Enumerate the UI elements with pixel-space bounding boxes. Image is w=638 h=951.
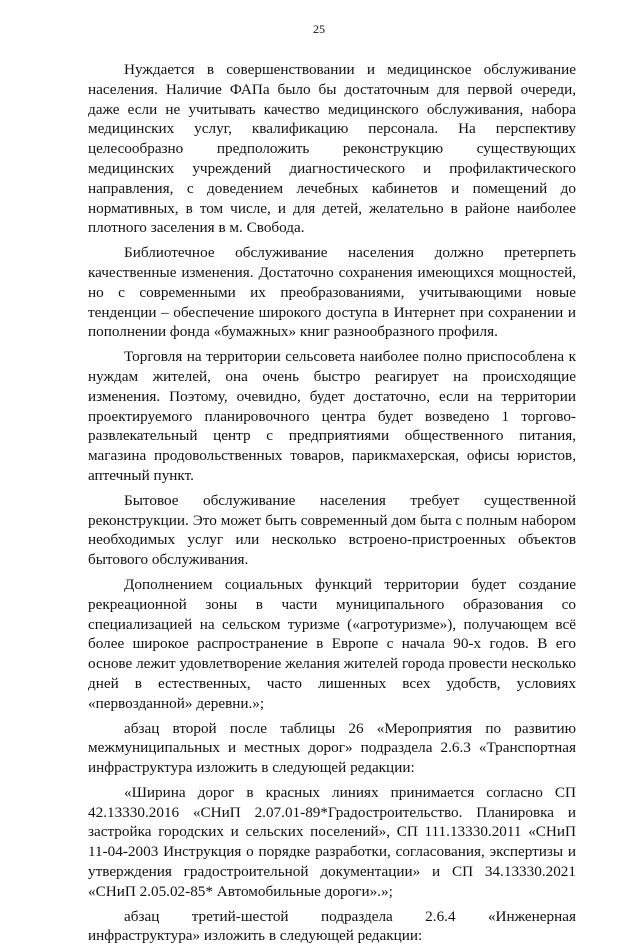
paragraph-trade: Торговля на территории сельсовета наиболее полно приспособлена к нуждам жителей, она очень быстро реагирует на происходящие изменения. Поэтому, очевидно, будет достаточно, если на территории проектируемого планировочного центра будет возведено 1 торгово-развлекательный центр с предприятиями общественного питания, магазина продовольственных товаров, парикмахерская, офисы юристов, аптечный пункт. [88, 348, 576, 484]
paragraph-library: Библиотечное обслуживание населения должно претерпеть качественные изменения. Достаточно сохранения имеющихся мощностей, но с современными их преобразованиями, учитывающими новые тенденции – обеспечение широкого доступа в Интернет при сохранении и пополнении фонда «бумажных» книг разнообразного профиля. [88, 244, 576, 341]
paragraph-recreation: Дополнением социальных функций территории будет создание рекреационной зоны в части муниципального образования со специализацией на сельском туризме («агротуризме»), получающем всё более широкое распространение в Европе с начала 90-х годов. В его основе лежит удовлетворение желания жителей города провести несколько дней в естественных, часто лишенных всех удобств, условиях «первозданной» деревни.»; [88, 575, 576, 712]
paragraph-amendment-engineering: абзац третий-шестой подраздела 2.6.4 «Инженерная инфраструктура» изложить в следующей редакции: [88, 907, 576, 945]
page-number: 25 [313, 22, 325, 36]
paragraph-amendment-transport: абзац второй после таблицы 26 «Мероприятия по развитию межмуниципальных и местных дорог» подраздела 2.6.3 «Транспортная инфраструктура изложить в следующей редакции: [88, 719, 576, 777]
paragraph-healthcare: Нуждается в совершенствовании и медицинское обслуживание населения. Наличие ФАПа было бы достаточным для первой очереди, даже если не учитывать качество медицинского обслуживания, набора медицинских услуг, квалификацию персонала. На перспективу целесообразно предположить реконструкцию существующих медицинских учреждений диагностического и профилактического направления, с доведением лечебных кабинетов и помещений до нормативных, в том числе, и для детей, желательно в районе наиболее плотного заселения в м. Свобода. [88, 61, 576, 237]
paragraph-road-width: «Ширина дорог в красных линиях принимается согласно СП 42.13330.2016 «СНиП 2.07.01-89*Градостроительство. Планировка и застройка городских и сельских поселений», СП 111.13330.2011 «СНиП 11-04-2003 Инструкция о порядке разработки, согласования, экспертизы и утверждения градостроительной документации» и СП 34.13330.2021 «СНиП 2.05.02-85* Автомобильные дороги».»; [88, 783, 576, 900]
document-body [88, 60, 576, 951]
paragraph-consumer-services: Бытовое обслуживание населения требует существенной реконструкции. Это может быть современный дом быта с полным набором необходимых услуг или несколько встроено-пристроенных объектов бытового обслуживания. [88, 491, 576, 569]
